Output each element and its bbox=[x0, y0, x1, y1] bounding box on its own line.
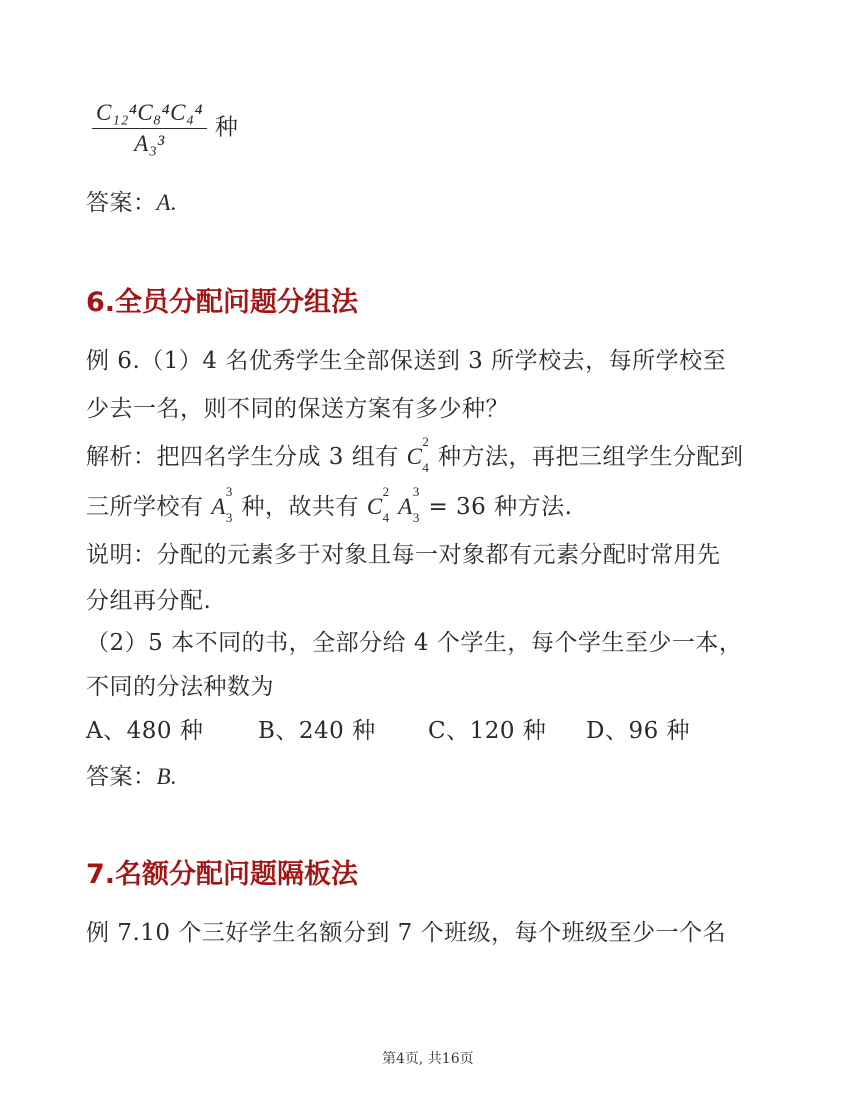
permutation-a33: A 3 3 bbox=[211, 484, 233, 525]
combination-c42-b: C 2 4 bbox=[366, 484, 390, 525]
note-line-2: 分组再分配. bbox=[86, 588, 212, 614]
solution-text-e: = 36 种方法. bbox=[428, 494, 573, 520]
previous-answer bbox=[86, 184, 177, 217]
example-6-line-1: 例 6.（1）4 名优秀学生全部保送到 3 所学校去，每所学校至 bbox=[86, 348, 727, 374]
option-c: C、120 种 bbox=[428, 718, 547, 744]
example-7-line-1: 例 7.10 个三好学生名额分到 7 个班级，每个班级至少一个名 bbox=[86, 920, 727, 946]
solution-text-d: 种，故共有 bbox=[241, 494, 359, 520]
solution-line-1 bbox=[86, 434, 744, 475]
page-number: 第4页, 共16页 bbox=[382, 1051, 474, 1067]
question-2-line-2: 不同的分法种数为 bbox=[86, 674, 274, 700]
permutation-a33-b: A 3 3 bbox=[398, 484, 420, 525]
option-d: D、96 种 bbox=[586, 718, 691, 744]
combination-c42: C 2 4 bbox=[406, 434, 430, 475]
note-line-1: 说明：分配的元素多于对象且每一对象都有元素分配时常用先 bbox=[86, 542, 721, 568]
answer-label: 答案： bbox=[86, 764, 157, 790]
solution-text-c: 三所学校有 bbox=[86, 494, 204, 520]
section-6-heading: 6.全员分配问题分组法 bbox=[86, 287, 359, 318]
section-6-answer bbox=[86, 758, 177, 791]
fraction-numerator: C₁₂⁴C₈⁴C₄⁴ bbox=[92, 100, 207, 129]
option-a: A、480 种 bbox=[86, 718, 204, 744]
fraction-suffix: 种 bbox=[214, 114, 239, 141]
combination-fraction bbox=[92, 100, 207, 157]
question-2-line-1: （2）5 本不同的书，全部分给 4 个学生，每个学生至少一本， bbox=[86, 630, 743, 656]
example-6-line-2: 少去一名，则不同的保送方案有多少种？ bbox=[86, 396, 509, 422]
previous-result-formula bbox=[92, 100, 238, 157]
option-b: B、240 种 bbox=[258, 718, 376, 744]
fraction-denominator: A₃³ bbox=[134, 131, 165, 156]
answer-value: B. bbox=[156, 764, 178, 789]
answer-label: 答案： bbox=[86, 190, 157, 216]
solution-text-b: 种方法，再把三组学生分配到 bbox=[438, 444, 744, 470]
solution-line-2 bbox=[86, 484, 573, 525]
section-7-heading: 7.名额分配问题隔板法 bbox=[86, 859, 359, 890]
solution-text-a: 解析：把四名学生分成 3 组有 bbox=[86, 444, 399, 470]
answer-value: A. bbox=[156, 190, 178, 215]
